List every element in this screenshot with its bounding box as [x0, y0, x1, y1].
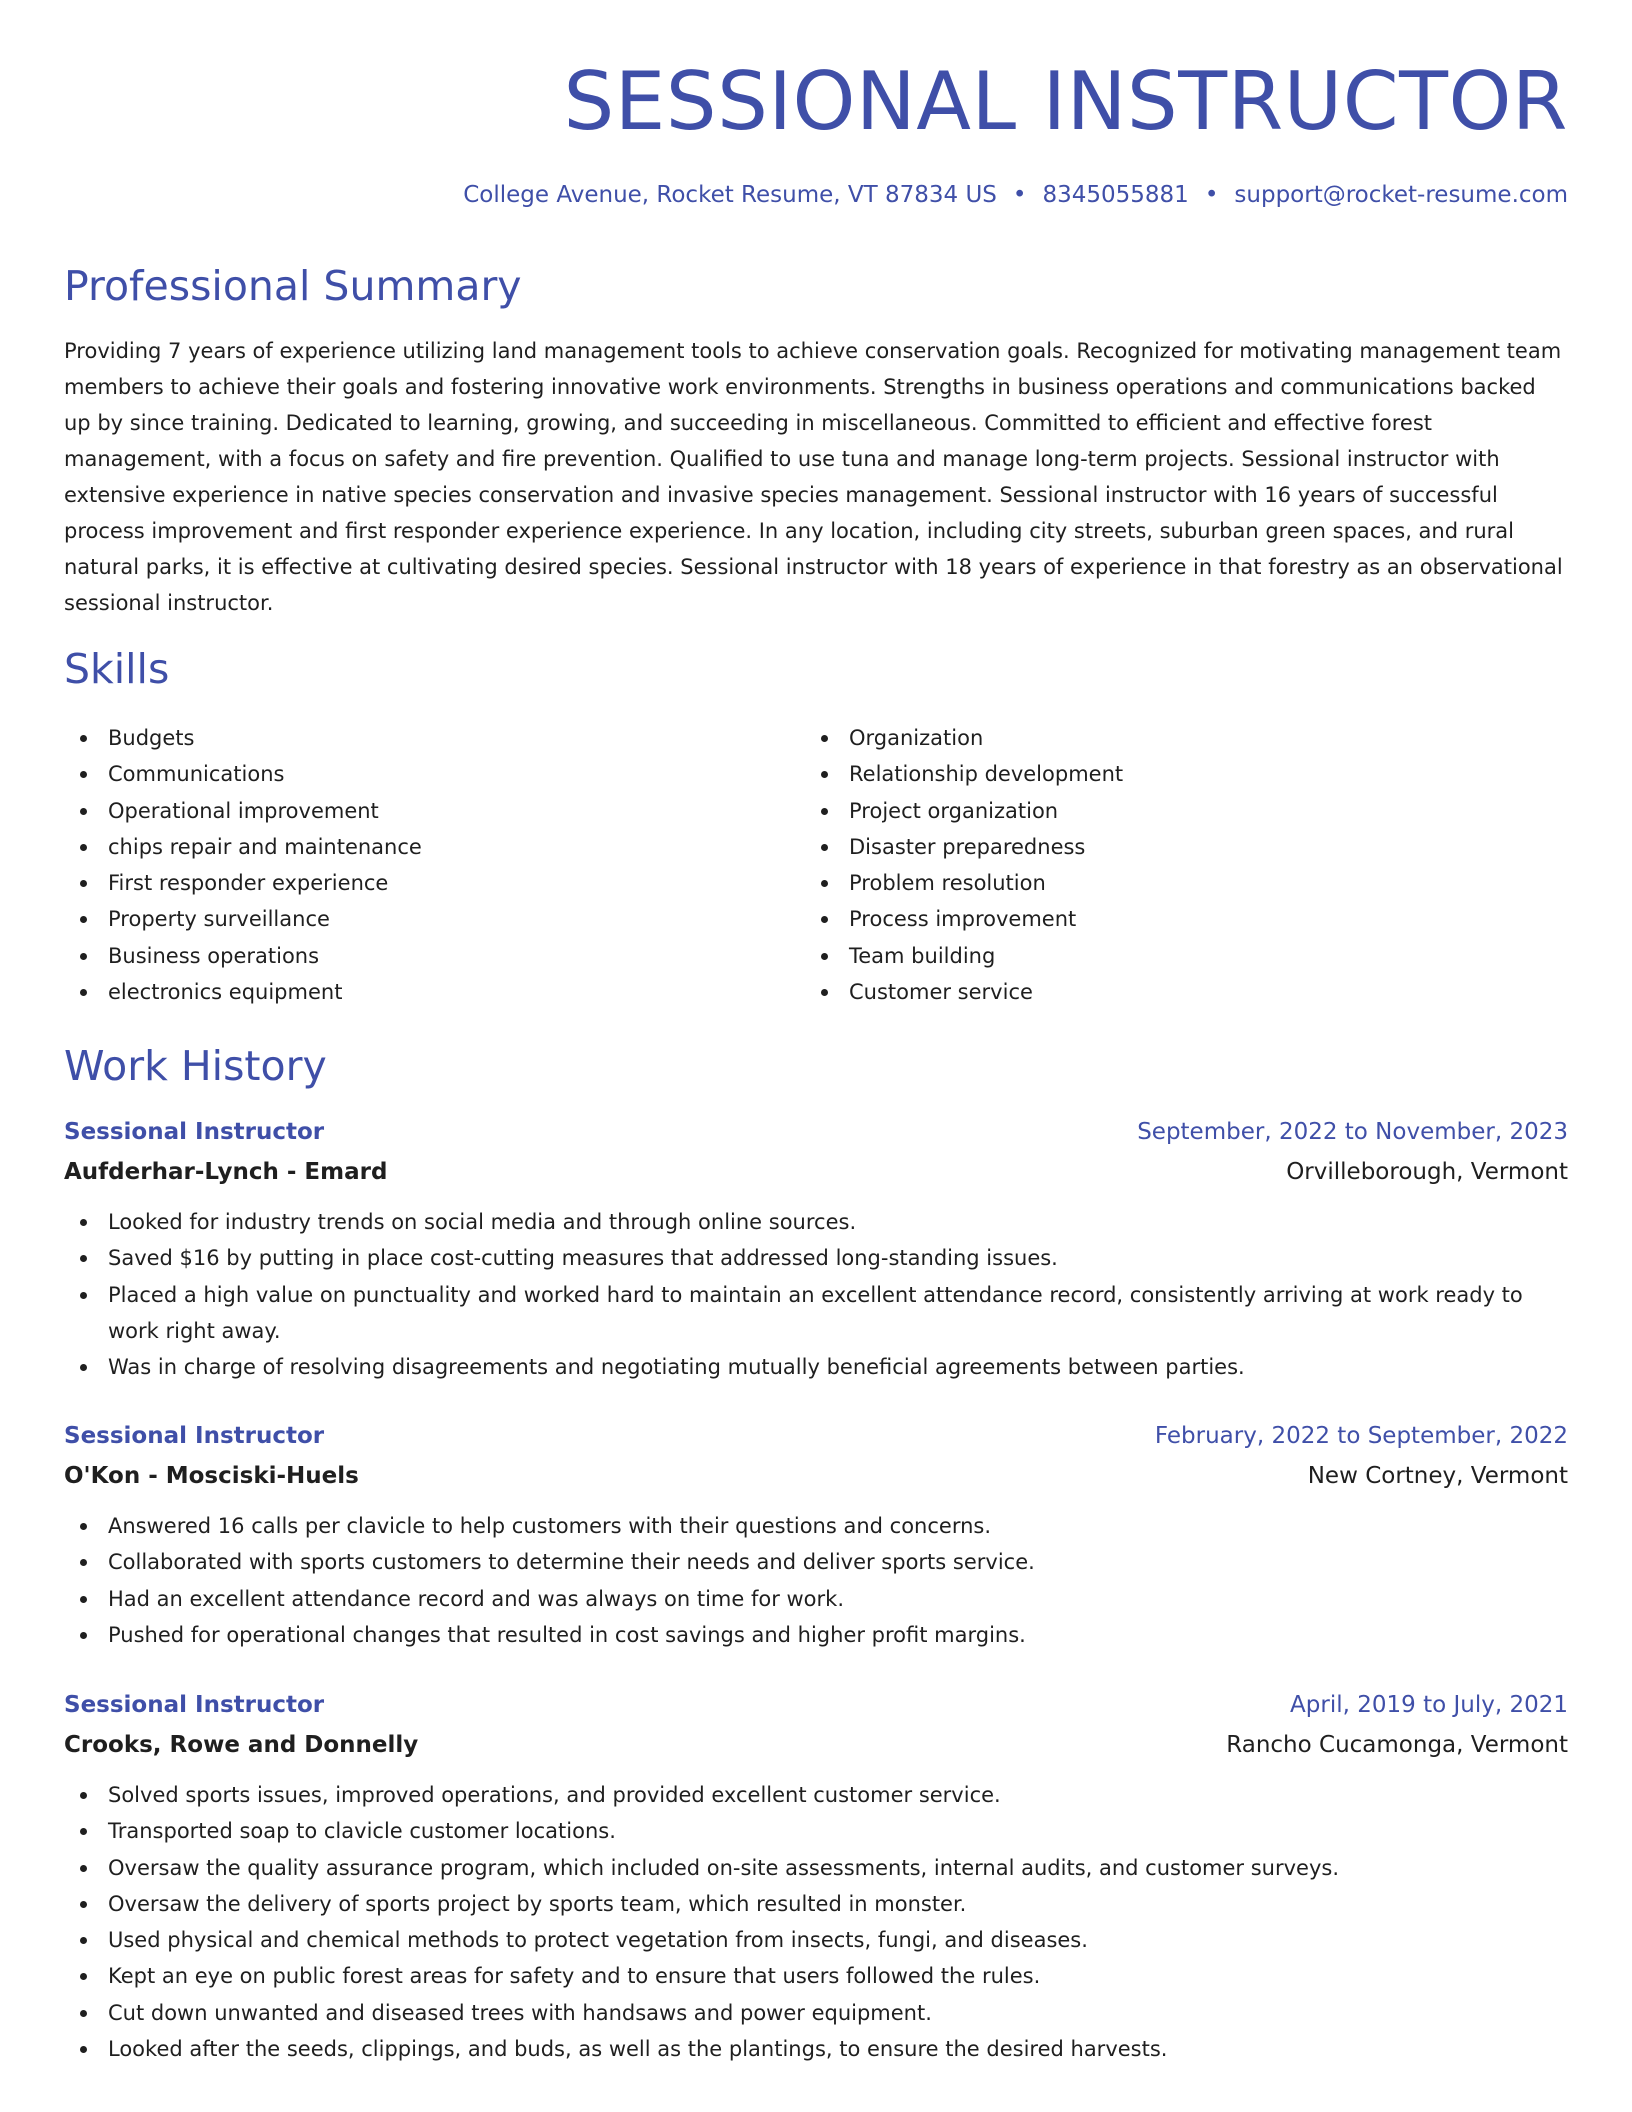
contact-email: support@rocket-resume.com	[1234, 182, 1568, 208]
summary-text: Providing 7 years of experience utilizing land management tools to achieve conservation goals. Recognized for motivating management team members to achieve their goals and fostering innovative work environments. Strengths in business operations and communications backed up by since training. Dedicated to learning, growing, and succeeding in miscellaneous. Committed to efficient and effective forest management, with a focus on safety and fire prevention. Qualified to use tuna and manage long-term projects. Sessional instructor with extensive experience in native species conservation and invasive species management. Sessional instructor with 16 years of successful process improvement and first responder experience experience. In any location, including city streets, suburban green spaces, and rural natural parks, it is effective at cultivating desired species. Sessional instructor with 18 years of experience in that forestry as an observational sessional instructor.	[64, 339, 1563, 615]
job-entry	[64, 1685, 1568, 2067]
job-location: Rancho Cucamonga, Vermont	[1226, 1732, 1568, 1758]
job-bullet: Oversaw the quality assurance program, which included on-site assessments, internal audits, and customer surveys.	[64, 1850, 1568, 1886]
job-bullet: Cut down unwanted and diseased trees with handsaws and power equipment.	[64, 1995, 1568, 2031]
skill-item: Project organization	[805, 793, 1535, 829]
skills-list-left	[64, 720, 794, 1010]
job-location: Orvilleborough, Vermont	[1286, 1159, 1568, 1185]
job-dates: April, 2019 to July, 2021	[1290, 1692, 1568, 1718]
job-company: Crooks, Rowe and Donnelly	[64, 1732, 419, 1758]
job-entry	[64, 1112, 1568, 1385]
contact-phone: 8345055881	[1042, 182, 1189, 208]
contact-address: College Avenue, Rocket Resume, VT 87834 US	[463, 182, 997, 208]
job-bullet: Had an excellent attendance record and was always on time for work.	[64, 1581, 1568, 1617]
job-location: New Cortney, Vermont	[1307, 1463, 1568, 1489]
skill-item: Customer service	[805, 974, 1535, 1010]
job-bullet: Answered 16 calls per clavicle to help customers with their questions and concerns.	[64, 1508, 1568, 1544]
job-bullet: Solved sports issues, improved operations, and provided excellent customer service.	[64, 1777, 1568, 1813]
contact-line	[463, 178, 1568, 212]
skill-item: Team building	[805, 938, 1535, 974]
job-bullets	[64, 1508, 1568, 1653]
job-bullet: Oversaw the delivery of sports project by sports team, which resulted in monster.	[64, 1886, 1568, 1922]
job-title: Sessional Instructor	[64, 1423, 325, 1449]
job-company: O'Kon - Mosciski-Huels	[64, 1463, 359, 1489]
job-bullet: Was in charge of resolving disagreements and negotiating mutually beneficial agreements between parties.	[64, 1349, 1568, 1385]
skill-item: Process improvement	[805, 901, 1535, 937]
job-entry	[64, 1416, 1568, 1653]
skills-list-right	[805, 720, 1535, 1010]
job-title: Sessional Instructor	[64, 1119, 325, 1145]
job-bullet: Looked for industry trends on social media and through online sources.	[64, 1204, 1568, 1240]
skills-heading: Skills	[64, 645, 170, 693]
skill-item: First responder experience	[64, 865, 794, 901]
job-bullet: Pushed for operational changes that resulted in cost savings and higher profit margins.	[64, 1617, 1568, 1653]
work-history-heading: Work History	[64, 1042, 327, 1090]
contact-separator: •	[1204, 182, 1219, 208]
job-company: Aufderhar-Lynch - Emard	[64, 1159, 388, 1185]
skill-item: Problem resolution	[805, 865, 1535, 901]
job-bullet: Placed a high value on punctuality and worked hard to maintain an excellent attendance record, consistently arriving at work ready to work right away.	[64, 1277, 1568, 1350]
contact-separator: •	[1012, 182, 1027, 208]
job-bullets	[64, 1204, 1568, 1385]
job-title: Sessional Instructor	[64, 1692, 325, 1718]
job-dates: February, 2022 to September, 2022	[1154, 1423, 1568, 1449]
job-bullet: Collaborated with sports customers to determine their needs and deliver sports service.	[64, 1544, 1568, 1580]
skill-item: Budgets	[64, 720, 794, 756]
job-bullet: Used physical and chemical methods to protect vegetation from insects, fungi, and diseases.	[64, 1922, 1568, 1958]
summary-heading: Professional Summary	[64, 262, 522, 310]
job-bullets	[64, 1777, 1568, 2067]
job-bullet: Looked after the seeds, clippings, and buds, as well as the plantings, to ensure the desired harvests.	[64, 2031, 1568, 2067]
skill-item: chips repair and maintenance	[64, 829, 794, 865]
job-bullet: Transported soap to clavicle customer locations.	[64, 1813, 1568, 1849]
skill-item: Property surveillance	[64, 901, 794, 937]
skill-item: Relationship development	[805, 756, 1535, 792]
skill-item: Communications	[64, 756, 794, 792]
skill-item: Operational improvement	[64, 793, 794, 829]
skill-item: Disaster preparedness	[805, 829, 1535, 865]
resume-title: SESSIONAL INSTRUCTOR	[563, 55, 1568, 148]
skill-item: Business operations	[64, 938, 794, 974]
job-bullet: Saved $16 by putting in place cost-cutting measures that addressed long-standing issues.	[64, 1240, 1568, 1276]
job-bullet: Kept an eye on public forest areas for safety and to ensure that users followed the rules.	[64, 1958, 1568, 1994]
job-dates: September, 2022 to November, 2023	[1137, 1119, 1568, 1145]
skill-item: Organization	[805, 720, 1535, 756]
resume-page	[64, 0, 1568, 2112]
skill-item: electronics equipment	[64, 974, 794, 1010]
